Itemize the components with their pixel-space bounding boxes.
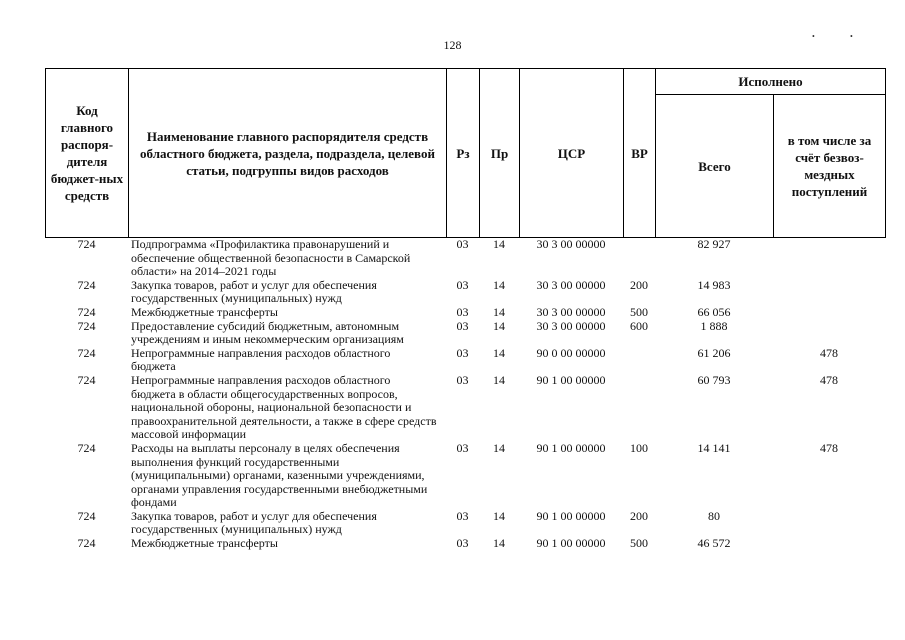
table-row [45,306,885,320]
cell-vr [623,347,655,374]
cell-free [773,510,885,537]
cell-free [773,537,885,551]
header-free: в том числе за счёт безвоз-мездных поступлений [774,95,886,238]
cell-total: 1 888 [700,318,728,333]
cell-code: 724 [77,277,96,292]
cell-pr: 14 [493,318,505,333]
cell-rz: 03 [456,440,469,455]
cell-pr: 14 [493,440,505,455]
cell-code: 724 [77,508,96,523]
cell-name: Закупка товаров, работ и услуг для обеспечения государственных (муниципальных) нужд [131,277,377,306]
cell-total: 46 572 [697,536,731,551]
cell-code: 724 [77,536,96,551]
cell-pr: 14 [493,372,505,387]
cell-vr: 200 [630,508,648,523]
cell-name: Предоставление субсидий бюджетным, автономным учреждениям и иным некоммерческим организациям [131,318,404,347]
header-csr: ЦСР [520,69,624,238]
cell-vr: 200 [630,277,648,292]
cell-vr: 600 [630,318,648,333]
header-total: Всего [656,95,774,238]
scan-speck: • [812,32,815,41]
table-row [45,374,885,442]
cell-vr [623,374,655,442]
table-row [45,347,885,374]
cell-code: 724 [77,440,96,455]
cell-pr: 14 [493,277,505,292]
cell-pr: 14 [493,345,505,360]
header-vr: ВР [624,69,656,238]
cell-name: Закупка товаров, работ и услуг для обеспечения государственных (муниципальных) нужд [131,508,377,537]
cell-rz: 03 [456,372,469,387]
table-row [45,537,885,551]
header-pr: Пр [480,69,520,238]
cell-csr: 30 3 00 00000 [536,238,606,251]
cell-free [773,306,885,320]
cell-pr: 14 [493,536,505,551]
cell-total: 60 793 [697,372,731,387]
cell-csr: 30 3 00 00000 [536,277,606,292]
header-rz: Рз [447,69,480,238]
table-row [45,510,885,537]
cell-total: 82 927 [697,238,731,251]
cell-name: Непрограммные направления расходов областного бюджета [131,345,391,374]
cell-free [773,279,885,306]
cell-rz: 03 [456,277,469,292]
cell-free: 478 [820,345,838,360]
cell-free [773,320,885,347]
cell-rz: 03 [456,345,469,360]
table-body [45,238,885,640]
scan-speck: • [850,32,853,41]
header-code: Код главного распоря-дителя бюджет-ных средств [46,69,129,238]
cell-vr: 100 [630,440,648,455]
cell-vr: 500 [630,304,648,319]
table-row [45,279,885,306]
table-row [45,442,885,510]
cell-csr: 90 1 00 00000 [536,440,606,455]
page-number: 128 [443,38,462,52]
table-row [45,238,885,279]
cell-total: 80 [708,508,720,523]
cell-rz: 03 [456,536,469,551]
cell-name: Непрограммные направления расходов областного бюджета в области общегосударственных вопросов, национальной обороны, национальной безопасности и правоохранительной деятельности, а также в сфере средств массовой информации [131,372,437,442]
cell-free [773,238,885,279]
cell-total: 61 206 [697,345,731,360]
cell-rz: 03 [456,304,469,319]
cell-vr [623,238,655,279]
cell-free: 478 [820,372,838,387]
header-executed: Исполнено [656,69,886,95]
cell-pr: 14 [493,238,505,251]
cell-csr: 90 1 00 00000 [536,536,606,551]
cell-csr: 90 1 00 00000 [536,372,606,387]
cell-code: 724 [77,345,96,360]
cell-csr: 90 0 00 00000 [536,345,606,360]
table-header [45,68,886,238]
cell-total: 66 056 [697,304,731,319]
cell-free: 478 [820,440,838,455]
cell-pr: 14 [493,508,505,523]
table-row [45,320,885,347]
cell-rz: 03 [456,508,469,523]
cell-total: 14 983 [697,277,731,292]
cell-name: Межбюджетные трансферты [131,536,278,551]
cell-code: 724 [77,304,96,319]
cell-rz: 03 [456,318,469,333]
cell-name: Межбюджетные трансферты [131,304,278,319]
cell-code: 724 [77,238,96,251]
cell-code: 724 [77,318,96,333]
cell-vr: 500 [630,536,648,551]
cell-csr: 90 1 00 00000 [536,508,606,523]
cell-name: Расходы на выплаты персоналу в целях обеспечения выполнения функций государственными (муниципальными) органами, казенными учреждениями, органами управления государственными внебюджетными фондами [131,440,428,510]
cell-csr: 30 3 00 00000 [536,304,606,319]
cell-pr: 14 [493,304,505,319]
cell-csr: 30 3 00 00000 [536,318,606,333]
cell-total: 14 141 [697,440,731,455]
header-name: Наименование главного распорядителя средств областного бюджета, раздела, подраздела, целевой статьи, подгруппы видов расходов [129,69,447,238]
cell-name: Подпрограмма «Профилактика правонарушений и обеспечение общественной безопасности в Самарской области» на 2014–2021 годы [131,238,411,279]
cell-code: 724 [77,372,96,387]
cell-rz: 03 [456,238,469,251]
